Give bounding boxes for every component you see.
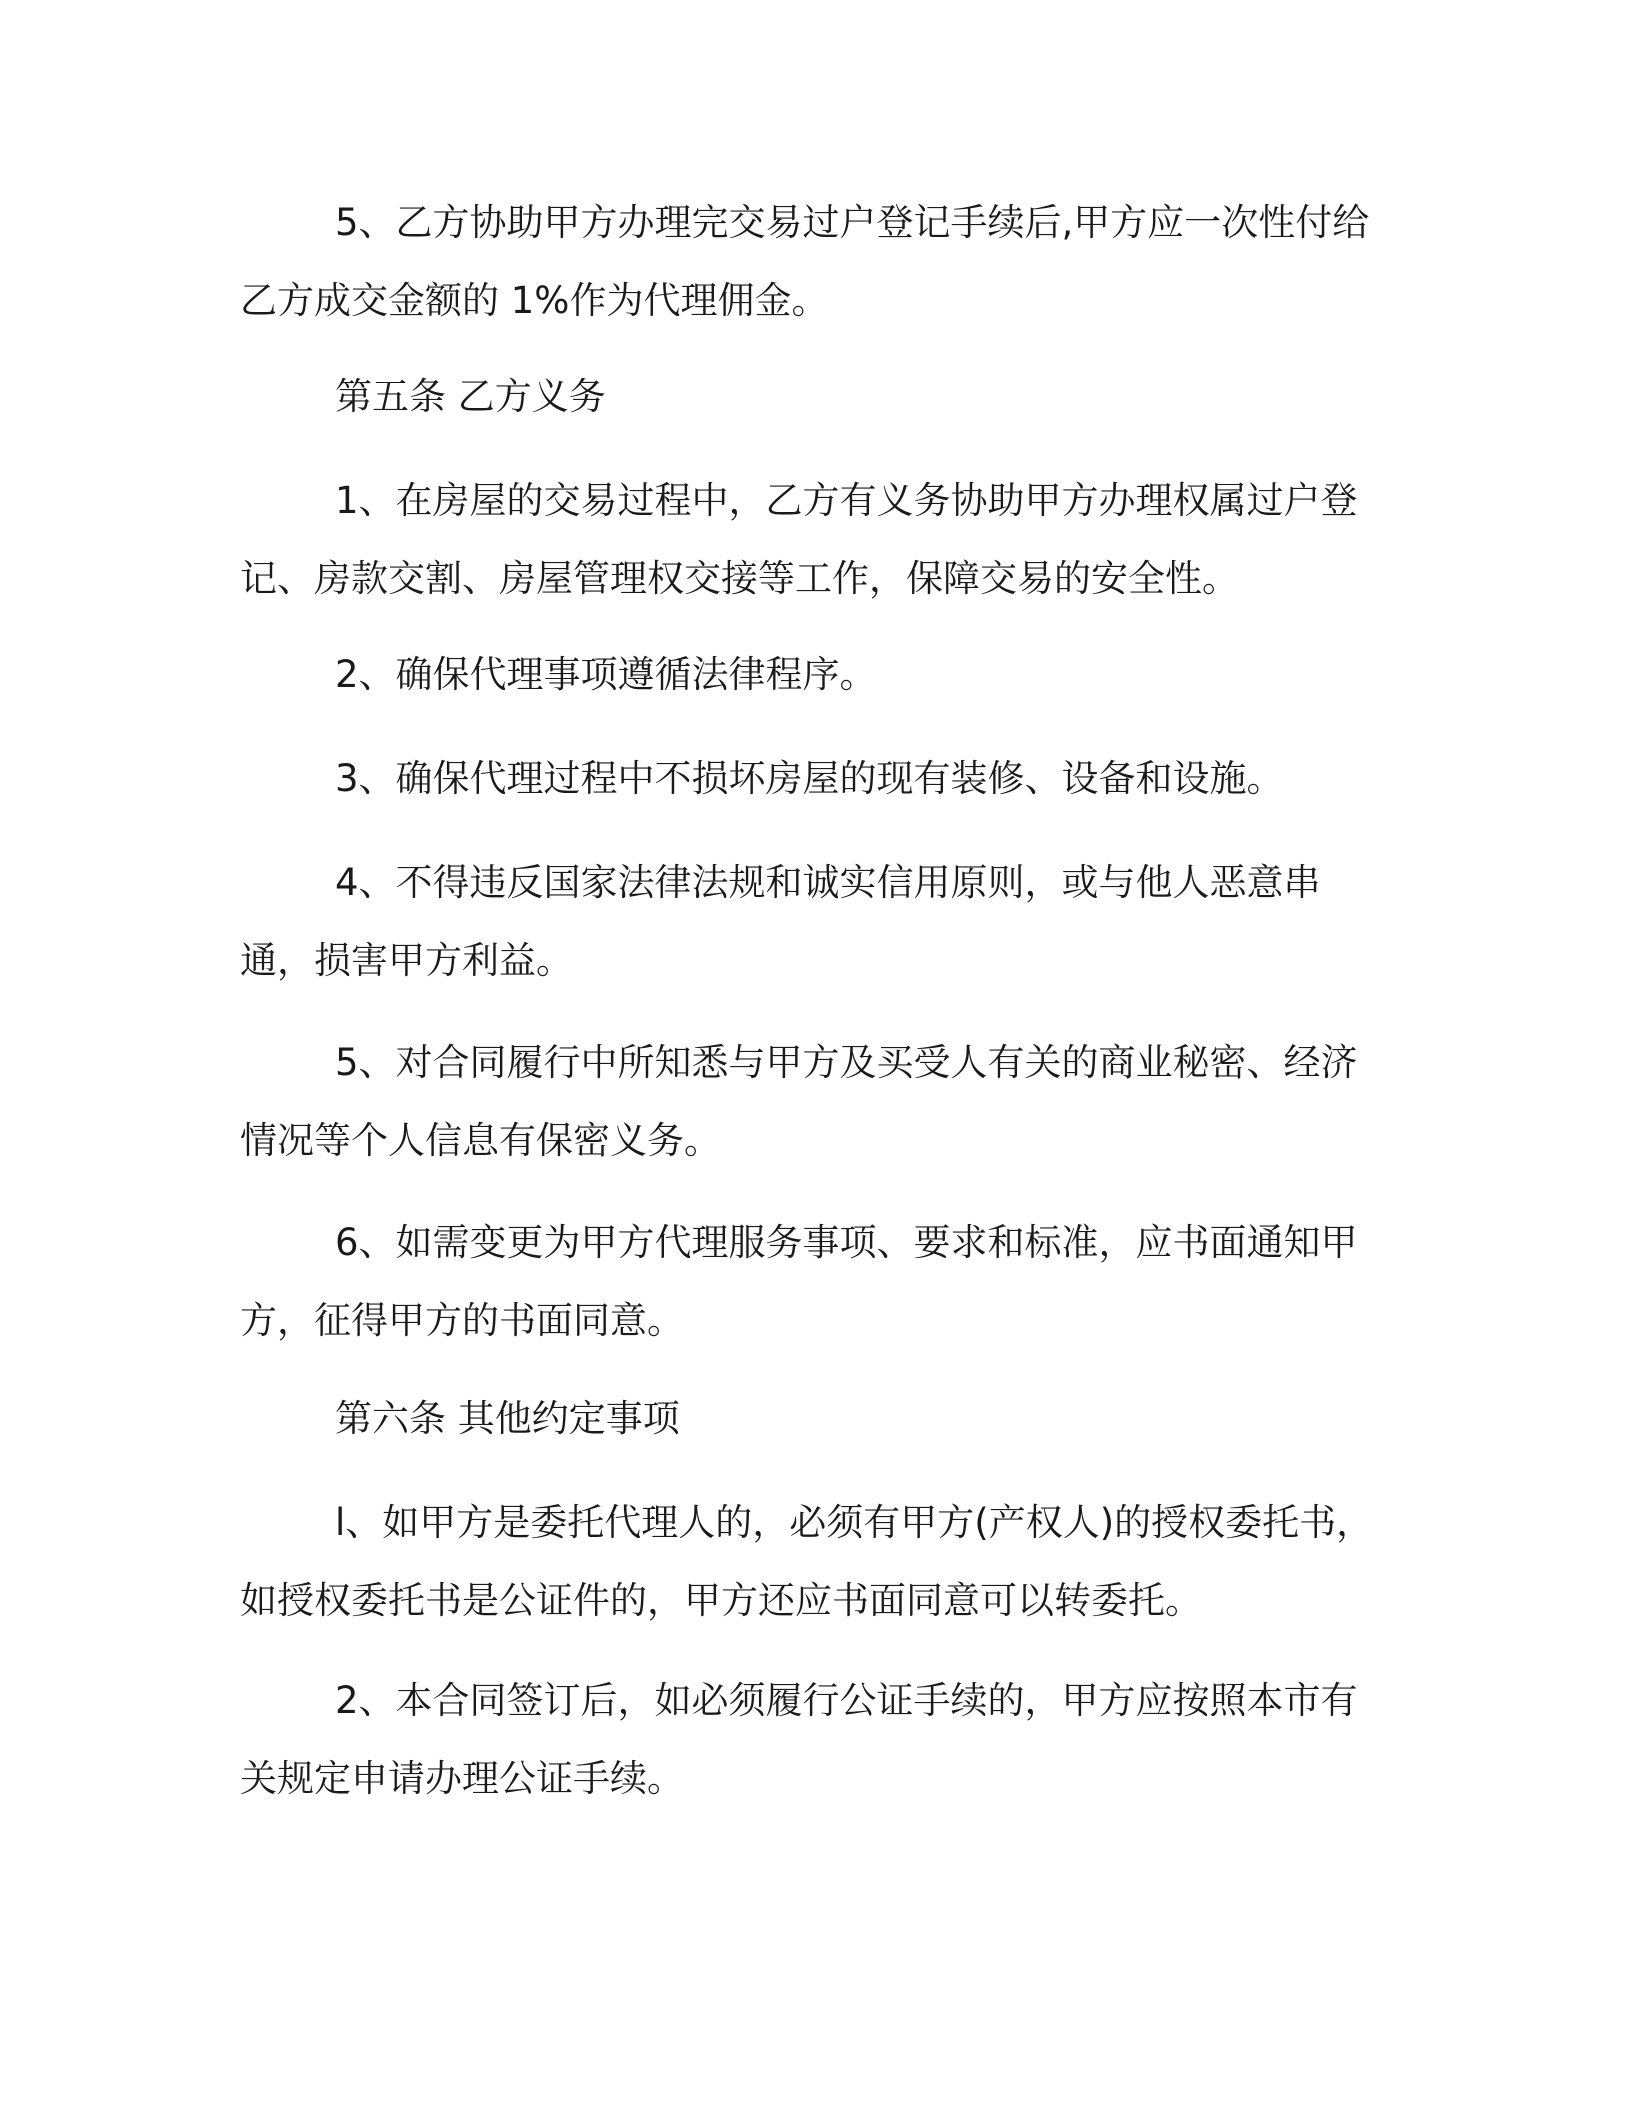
clause-paragraph: 1、在房屋的交易过程中，乙方有义务协助甲方办理权属过户登记、房款交割、房屋管理权交接等工作，保障交易的安全性。	[240, 479, 1358, 600]
clause-paragraph: l、如甲方是委托代理人的，必须有甲方(产权人)的授权委托书，如授权委托书是公证件的，甲方还应书面同意可以转委托。	[240, 1501, 1374, 1622]
section-heading: 第五条 乙方义务	[335, 375, 606, 418]
clause-paragraph: 6、如需变更为甲方代理服务事项、要求和标准，应书面通知甲方，征得甲方的书面同意。	[240, 1221, 1358, 1342]
clause-paragraph: 5、对合同履行中所知悉与甲方及买受人有关的商业秘密、经济情况等个人信息有保密义务。	[240, 1041, 1358, 1162]
clause-paragraph: 5、乙方协助甲方办理完交易过户登记手续后,甲方应一次性付给乙方成交金额的 1%作为代理佣金。	[240, 201, 1370, 322]
clause-paragraph: 4、不得违反国家法律法规和诚实信用原则，或与他人恶意串通，损害甲方利益。	[240, 861, 1321, 982]
section-heading: 第六条 其他约定事项	[335, 1397, 680, 1440]
clause-paragraph: 2、本合同签订后，如必须履行公证手续的，甲方应按照本市有关规定申请办理公证手续。	[240, 1679, 1358, 1800]
clause-paragraph: 2、确保代理事项遵循法律程序。	[335, 653, 877, 696]
clause-paragraph: 3、确保代理过程中不损坏房屋的现有装修、设备和设施。	[335, 757, 1284, 800]
